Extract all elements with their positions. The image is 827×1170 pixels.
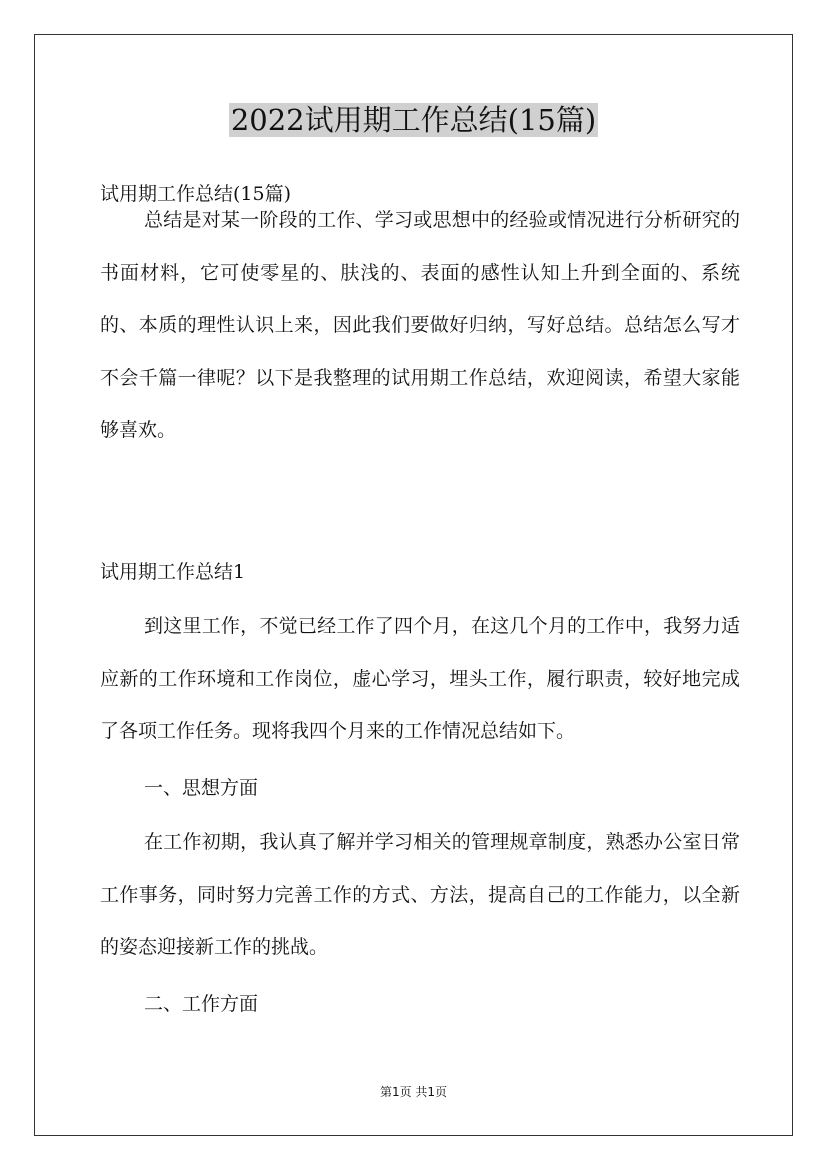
thought-paragraph: 在工作初期，我认真了解并学习相关的管理规章制度，熟悉办公室日常工作事务，同时努力完善工作的方式、方法，提高自己的工作能力，以全新的姿态迎接新工作的挑战。 — [100, 831, 740, 958]
section-1-heading: 试用期工作总结1 — [100, 561, 246, 583]
page-footer: 第1页 共1页 — [379, 1085, 448, 1099]
section-1-paragraph: 到这里工作，不觉已经工作了四个月，在这几个月的工作中，我努力适应新的工作环境和工作岗位，虚心学习，埋头工作，履行职责，较好地完成了各项工作任务。现将我四个月来的工作情况总结如下。 — [100, 615, 740, 742]
document-title: 2022试用期工作总结(15篇) — [230, 103, 597, 137]
heading-work: 二、工作方面 — [144, 993, 259, 1015]
document-title-wrap — [0, 100, 827, 140]
document-subtitle: 试用期工作总结(15篇) — [100, 183, 292, 205]
heading-thought: 一、思想方面 — [144, 777, 259, 799]
intro-paragraph: 总结是对某一阶段的工作、学习或思想中的经验或情况进行分析研究的书面材料，它可使零星的、肤浅的、表面的感性认知上升到全面的、系统的、本质的理性认识上来，因此我们要做好归纳，写好总结。总结怎么写才不会千篇一律呢？以下是我整理的试用期工作总结，欢迎阅读，希望大家能够喜欢。 — [100, 209, 740, 441]
